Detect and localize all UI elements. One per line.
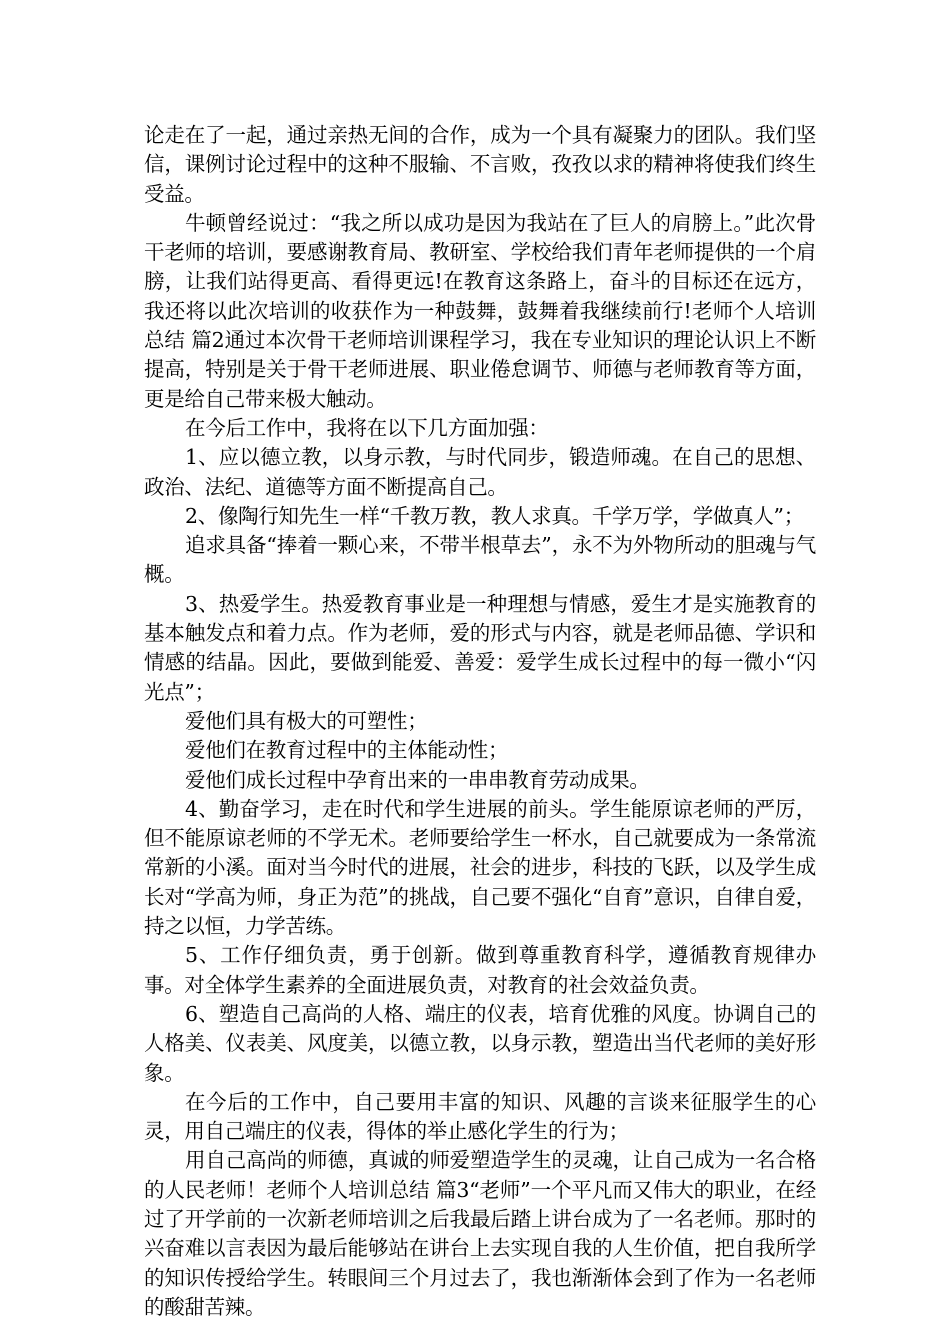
paragraph: 在今后工作中，我将在以下几方面加强： [185, 415, 549, 440]
paragraph: 追求具备“捧着一颗心来，不带半根草去”，永不为外物所动的胆魂与气概。 [144, 533, 816, 587]
paragraph: 论走在了一起，通过亲热无间的合作，成为一个具有凝聚力的团队。我们坚信，课例讨论过程中的这种不服输、不言败，孜孜以求的精神将使我们终生受益。 [144, 123, 816, 206]
paragraph: 1、应以德立教，以身示教，与时代同步，锻造师魂。在自己的思想、政治、法纪、道德等方面不断提高自己。 [144, 445, 816, 499]
paragraph: 2、像陶行知先生一样“千教万教，教人求真。千学万学，学做真人”； [185, 503, 804, 528]
paragraph: 4、勤奋学习，走在时代和学生进展的前头。学生能原谅老师的严厉，但不能原谅老师的不学无术。老师要给学生一杯水，自己就要成为一条常流常新的小溪。面对当今时代的进展，社会的进步，科技的飞跃，以及学生成长对“学高为师，身正为范”的挑战，自己要不强化“自育”意识，自律自爱，持之以恒，力学苦练。 [144, 796, 816, 939]
paragraph: 爱他们在教育过程中的主体能动性； [185, 738, 509, 763]
paragraph: 牛顿曾经说过：“我之所以成功是因为我站在了巨人的肩膀上。”此次骨干老师的培训，要感谢教育局、教研室、学校给我们青年老师提供的一个肩膀，让我们站得更高、看得更远!在教育这条路上，奋斗的目标还在远方，我还将以此次培训的收获作为一种鼓舞，鼓舞着我继续前行!老师个人培训总结 篇2通过本次骨干老师培训课程学习，我在专业知识的理论认识上不断提高，特别是关于骨干老师进展、职业倦怠调节、师德与老师教育等方面，更是给自己带来极大触动。 [144, 210, 816, 411]
paragraph: 6、塑造自己高尚的人格、端庄的仪表，培育优雅的风度。协调自己的人格美、仪表美、风度美，以德立教，以身示教，塑造出当代老师的美好形象。 [144, 1001, 816, 1085]
paragraph: 在今后的工作中，自己要用丰富的知识、风趣的言谈来征服学生的心灵，用自己端庄的仪表，得体的举止感化学生的行为； [144, 1089, 816, 1144]
paragraph: 用自己高尚的师德，真诚的师爱塑造学生的灵魂，让自己成为一名合格的人民老师！老师个人培训总结 篇3“老师”一个平凡而又伟大的职业，在经过了开学前的一次新老师培训之后我最后踏上讲台成为了一名老师。那时的兴奋难以言表因为最后能够站在讲台上去实现自我的人生价值，把自我所学的知识传授给学生。转眼间三个月过去了，我也渐渐体会到了作为一名老师的酸甜苦辣。 [144, 1148, 816, 1319]
document-body [144, 121, 816, 1322]
paragraph: 爱他们具有极大的可塑性； [185, 708, 428, 733]
paragraph: 3、热爱学生。热爱教育事业是一种理想与情感，爱生才是实施教育的基本触发点和着力点。作为老师，爱的形式与内容，就是老师品德、学识和情感的结晶。因此，要做到能爱、善爱：爱学生成长过程中的每一微小“闪光点”； [144, 591, 816, 704]
paragraph: 5、工作仔细负责，勇于创新。做到尊重教育科学，遵循教育规律办事。对全体学生素养的全面进展负责，对教育的社会效益负责。 [144, 943, 816, 997]
paragraph: 爱他们成长过程中孕育出来的一串串教育劳动成果。 [185, 767, 650, 792]
